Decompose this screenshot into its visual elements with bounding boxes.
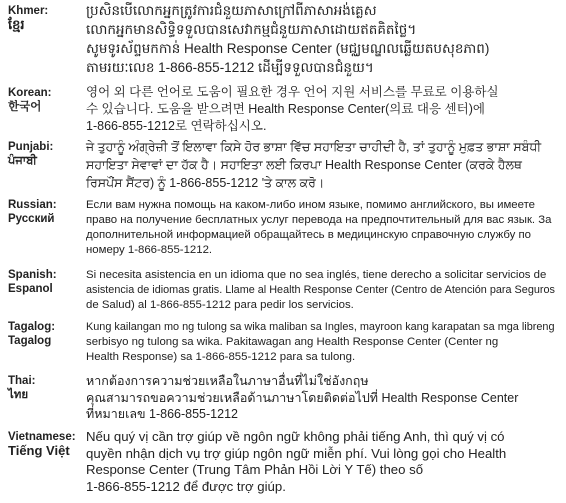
text-line: ที่หมายเลข 1-866-855-1212	[86, 407, 238, 421]
language-name-vietnamese	[8, 430, 84, 458]
language-name-spanish	[8, 268, 84, 296]
language-native-name: Tagalog	[8, 335, 52, 347]
text-line: Si necesita asistencia en un idioma que no sea inglés, tiene derecho a solicitar servicios de	[86, 269, 547, 281]
notice-text-spanish	[86, 268, 560, 313]
language-native-name: Русский	[8, 213, 55, 225]
text-line: asistencia de idiomas gratis. Llame al Health Response Center (Centro de Atención para Seguros	[86, 284, 555, 296]
language-native-name: ไทย	[8, 389, 29, 401]
text-line: សូមទូរស័ព្ទមកកាន់ Health Response Center (មជ្ឈមណ្ឌលឆ្លើយតបសុខភាព)	[86, 41, 490, 56]
text-line: номеру 1-866-855-1212.	[86, 244, 213, 256]
language-label: Vietnamese:	[8, 431, 76, 443]
text-line: 1-866-855-1212 để được trợ giúp.	[86, 478, 286, 494]
language-native-name: Tiếng Việt	[8, 443, 70, 458]
text-line: លោកអ្នកមានសិទ្ធិទទួលបានសេវាកម្មជំនួយភាសាដោយឥតគិតថ្លៃ។	[86, 22, 417, 37]
text-line: หากต้องการความช่วยเหลือในภาษาอื่นที่ไม่ใช่อังกฤษ	[86, 374, 369, 388]
language-label: Spanish:	[8, 269, 57, 281]
language-name-tagalog	[8, 320, 84, 348]
language-native-name: ខ្មែរ	[8, 17, 25, 32]
notice-text-khmer	[86, 1, 560, 77]
text-line: តាមរយៈលេខ 1-866-855-1212 ដើម្បីទទួលបានជំនួយ។	[86, 60, 374, 75]
text-line: serbisyo ng tulong sa wika. Pakitawagan ang Health Response Center (Center ng	[86, 336, 499, 348]
notice-text-tagalog	[86, 320, 560, 365]
notice-text-thai	[86, 373, 560, 423]
text-line: дополнительной информацией обращайтесь в медицинскую справочную службу по	[86, 229, 531, 241]
language-name-russian	[8, 198, 84, 226]
language-label: Khmer:	[8, 5, 49, 17]
language-name-thai	[8, 374, 84, 402]
language-name-punjabi	[8, 140, 84, 168]
text-line: Kung kailangan mo ng tulong sa wika maliban sa Ingles, mayroon kang karapatan sa mga libreng	[86, 321, 555, 333]
language-label: Tagalog:	[8, 321, 56, 333]
text-line: คุณสามารถขอความช่วยเหลือด้านภาษาโดยติดต่อไปที่ Health Response Center	[86, 390, 519, 405]
notice-text-russian	[86, 198, 560, 258]
notice-text-punjabi	[86, 138, 560, 192]
text-line: ਜੇ ਤੁਹਾਨੂੰ ਅੰਗ੍ਰੇਜ਼ੀ ਤੋਂ ਇਲਾਵਾ ਕਿਸੇ ਹੋਰ ਭਾਸ਼ਾ ਵਿੱਚ ਸਹਾਇਤਾ ਚਾਹੀਦੀ ਹੈ, ਤਾਂ ਤੁਹਾਨੂੰ ਮੁਫ਼ਤ ਭਾਸ਼ਾ ਸਬੰਧੀ	[86, 140, 542, 154]
language-label: Punjabi:	[8, 141, 54, 153]
language-label: Thai:	[8, 375, 36, 387]
language-label: Russian:	[8, 199, 57, 211]
text-line: право на получение бесплатных услуг перевода на предпочтительный для вас язык. За	[86, 214, 552, 226]
text-line: Nếu quý vị cần trợ giúp về ngôn ngữ không phải tiếng Anh, thì quý vị có	[86, 429, 505, 444]
notice-text-korean	[86, 84, 560, 135]
text-line: 1-866-855-1212로 연락하십시오.	[86, 119, 267, 133]
language-native-name: ਪੰਜਾਬੀ	[8, 155, 37, 167]
text-line: ਰਿਸਪੌਂਸ ਸੈਂਟਰ) ਨੂੰ 1-866-855-1212 'ਤੇ ਕਾਲ ਕਰੋ।	[86, 176, 325, 190]
language-name-korean	[8, 86, 84, 114]
language-native-name: 한국어	[8, 101, 42, 113]
language-native-name: Espanol	[8, 283, 53, 295]
text-line: 수 있습니다. 도움을 받으려면 Health Response Center(의료 대응 센터)에	[86, 102, 485, 116]
language-label: Korean:	[8, 87, 52, 99]
text-line: 영어 외 다른 언어로 도움이 필요한 경우 언어 지원 서비스를 무료로 이용하실	[86, 85, 499, 99]
text-line: de Salud) al 1-866-855-1212 para pedir los servicios.	[86, 299, 354, 311]
text-line: ਸਹਾਇਤਾ ਸੇਵਾਵਾਂ ਦਾ ਹੱਕ ਹੈ। ਸਹਾਇਤਾ ਲਈ ਕਿਰਪਾ Health Response Center (ਕਰਕੇ ਹੈਲਥ	[86, 158, 522, 172]
notice-text-vietnamese	[86, 429, 560, 495]
text-line: Если вам нужна помощь на каком-либо ином языке, помимо английского, вы имеете	[86, 199, 536, 211]
text-line: Health Response) sa 1-866-855-1212 para sa tulong.	[86, 351, 356, 363]
text-line: Response Center (Trung Tâm Phản Hồi Lời Y Tế) theo số	[86, 462, 424, 477]
text-line: quyền nhận dịch vụ trợ giúp ngôn ngữ miễn phí. Vui lòng gọi cho Health	[86, 445, 507, 461]
text-line: ប្រសិនបើលោកអ្នកត្រូវការជំនួយភាសាក្រៅពីភាសាអង់គ្លេស	[86, 3, 377, 18]
language-name-khmer	[8, 4, 84, 32]
